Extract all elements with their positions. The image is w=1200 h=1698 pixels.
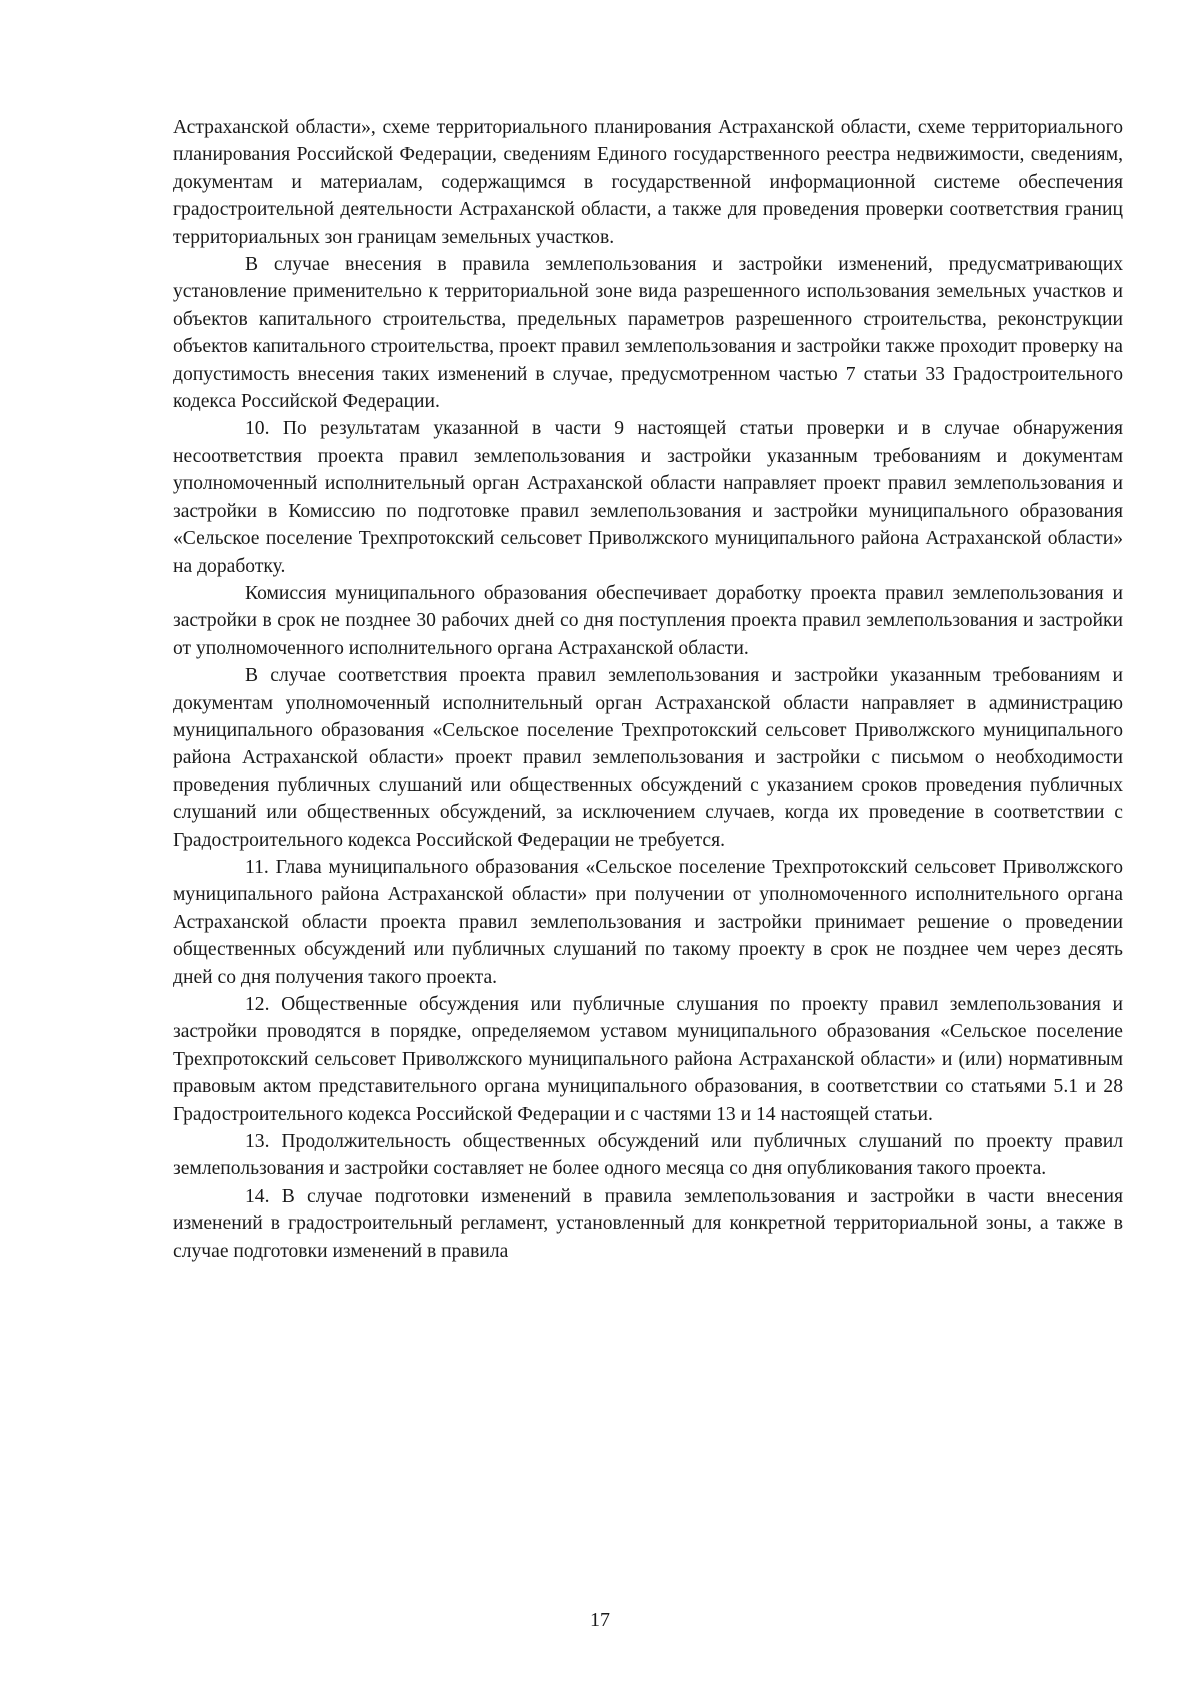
paragraph-compliance-case: В случае соответствия проекта правил землепользования и застройки указанным требованиям и документам уполномоченный исполнительный орган Астраханской области направляет в администрацию муниципального образования «Сельское поселение Трехпротокский сельсовет Приволжского муниципального района Астраханской области» проект правил землепользования и застройки с письмом о необходимости проведения публичных слушаний или общественных обсуждений с указанием сроков проведения публичных слушаний или общественных обсуждений, за исключением случаев, когда их проведение в соответствии с Градостроительного кодекса Российской Федерации не требуется. [173, 665, 1123, 851]
paragraph-12: 12. Общественные обсуждения или публичные слушания по проекту правил землепользования и застройки проводятся в порядке, определяемом уставом муниципального образования «Сельское поселение Трехпротокский сельсовет Приволжского муниципального района Астраханской области» и (или) нормативным правовым актом представительного органа муниципального образования, в соответствии со статьями 5.1 и 28 Градостроительного кодекса Российской Федерации и с частями 13 и 14 настоящей статьи. [173, 994, 1123, 1125]
paragraph-11: 11. Глава муниципального образования «Сельское поселение Трехпротокский сельсовет Приволжского муниципального района Астраханской области» при получении от уполномоченного исполнительного органа Астраханской области проекта правил землепользования и застройки принимает решение о проведении общественных обсуждений или публичных слушаний по такому проекту в срок не позднее чем через десять дней со дня получения такого проекта. [173, 856, 1123, 988]
paragraph-10: 10. По результатам указанной в части 9 настоящей статьи проверки и в случае обнаружения несоответствия проекта правил землепользования и застройки указанным требованиям и документам уполномоченный исполнительный орган Астраханской области направляет проект правил землепользования и застройки в Комиссию по подготовке правил землепользования и застройки муниципального образования «Сельское поселение Трехпротокский сельсовет Приволжского муниципального района Астраханской области» на доработку. [173, 418, 1123, 577]
paragraph-14: 14. В случае подготовки изменений в правила землепользования и застройки в части внесения изменений в градостроительный регламент, установленный для конкретной территориальной зоны, а также в случае подготовки изменений в правила [173, 1185, 1123, 1262]
paragraph-13: 13. Продолжительность общественных обсуждений или публичных слушаний по проекту правил землепользования и застройки составляет не более одного месяца со дня опубликования такого проекта. [173, 1131, 1123, 1180]
paragraph-commission-revision: Комиссия муниципального образования обеспечивает доработку проекта правил землепользования и застройки в срок не позднее 30 рабочих дней со дня поступления проекта правил землепользования и застройки от уполномоченного исполнительного органа Астраханской области. [173, 582, 1123, 659]
paragraph-continuation: Астраханской области», схеме территориального планирования Астраханской области, схеме территориального планирования Российской Федерации, сведениям Единого государственного реестра недвижимости, сведениям, документам и материалам, содержащимся в государственной информационной системе обеспечения градостроительной деятельности Астраханской области, а также для проведения проверки соответствия границ территориальных зон границам земельных участков. [173, 117, 1123, 248]
document-body [173, 114, 1123, 1265]
page-number: 17 [590, 1609, 610, 1631]
paragraph-rules-amendment-check: В случае внесения в правила землепользования и застройки изменений, предусматривающих установление применительно к территориальной зоне вида разрешенного использования земельных участков и объектов капитального строительства, предельных параметров разрешенного строительства, реконструкции объектов капитального строительства, проект правил землепользования и застройки также проходит проверку на допустимость внесения таких изменений в случае, предусмотренном частью 7 статьи 33 Градостроительного кодекса Российской Федерации. [173, 254, 1123, 413]
